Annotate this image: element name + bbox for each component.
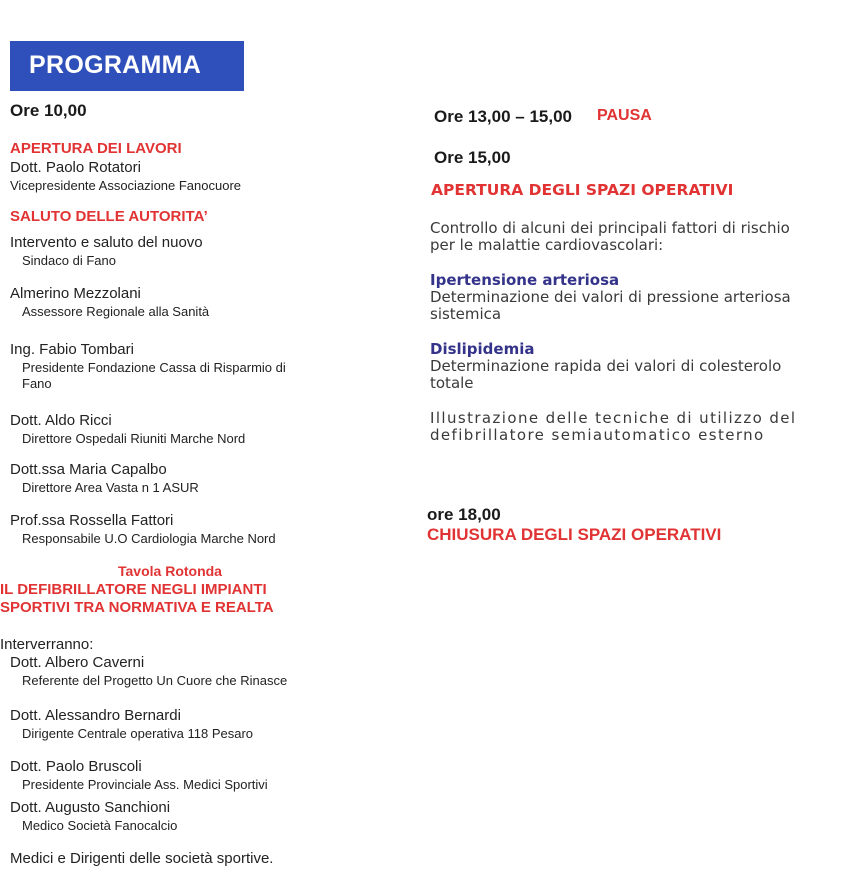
- programma-banner: [10, 41, 244, 91]
- page-title: PROGRAMMA: [29, 51, 202, 79]
- opening-heading: APERTURA DEI LAVORI: [10, 140, 182, 157]
- authority-role: Assessore Regionale alla Sanità: [22, 304, 210, 319]
- illustration-line-2: defibrillatore semiautomatico esterno: [430, 426, 765, 444]
- dyslipidemia-line-2: totale: [430, 374, 474, 392]
- opening-name: Dott. Paolo Rotatori: [10, 159, 141, 176]
- speaker-role: Presidente Provinciale Ass. Medici Sportivi: [22, 777, 268, 792]
- hypertension-line-1: Determinazione dei valori di pressione arteriosa: [430, 288, 791, 306]
- spaces-heading: APERTURA DEGLI SPAZI OPERATIVI: [431, 181, 734, 199]
- authority-name: Intervento e saluto del nuovo: [10, 234, 203, 251]
- illustration-line-1: Illustrazione delle tecniche di utilizzo del: [430, 409, 797, 427]
- authority-role: Sindaco di Fano: [22, 253, 116, 268]
- authority-name: Ing. Fabio Tombari: [10, 341, 134, 358]
- speakers-intro: Interverranno:: [0, 636, 94, 653]
- speakers-closing: Medici e Dirigenti delle società sportive.: [10, 850, 274, 867]
- intro-line-2: per le malattie cardiovascolari:: [430, 236, 664, 254]
- authority-role: Direttore Area Vasta n 1 ASUR: [22, 480, 199, 495]
- speaker-name: Dott. Augusto Sanchioni: [10, 799, 171, 816]
- dyslipidemia-title: Dislipidemia: [430, 340, 535, 358]
- round-table-title-line1: IL DEFIBRILLATORE NEGLI IMPIANTI: [0, 581, 267, 598]
- pause-time: Ore 13,00 – 15,00: [434, 107, 573, 126]
- speaker-role: Referente del Progetto Un Cuore che Rinasce: [22, 673, 288, 688]
- authority-role: Responsabile U.O Cardiologia Marche Nord: [22, 531, 276, 546]
- authority-role-continued: Fano: [22, 376, 52, 391]
- authority-name: Prof.ssa Rossella Fattori: [10, 512, 174, 529]
- speaker-name: Dott. Albero Caverni: [10, 654, 145, 671]
- authority-name: Dott.ssa Maria Capalbo: [10, 461, 167, 478]
- hypertension-line-2: sistemica: [430, 305, 502, 323]
- authority-role: Presidente Fondazione Cassa di Risparmio di: [22, 360, 286, 375]
- speaker-name: Dott. Alessandro Bernardi: [10, 707, 181, 724]
- pause-label: PAUSA: [597, 107, 652, 124]
- speaker-role: Dirigente Centrale operativa 118 Pesaro: [22, 726, 254, 741]
- intro-line-1: Controllo di alcuni dei principali fattori di rischio: [430, 219, 790, 237]
- hypertension-title: Ipertensione arteriosa: [430, 271, 620, 289]
- authority-role: Direttore Ospedali Riuniti Marche Nord: [22, 431, 246, 446]
- speaker-role: Medico Società Fanocalcio: [22, 818, 178, 833]
- round-table-label: Tavola Rotonda: [118, 563, 222, 579]
- time-10: Ore 10,00: [10, 101, 87, 120]
- round-table-title-line2: SPORTIVI TRA NORMATIVA E REALTA: [0, 599, 274, 616]
- opening-role: Vicepresidente Associazione Fanocuore: [10, 178, 242, 193]
- authority-name: Almerino Mezzolani: [10, 285, 141, 302]
- time-15: Ore 15,00: [434, 148, 511, 167]
- closing-heading: CHIUSURA DEGLI SPAZI OPERATIVI: [427, 525, 722, 544]
- time-18: ore 18,00: [427, 505, 501, 524]
- speaker-name: Dott. Paolo Bruscoli: [10, 758, 142, 775]
- greetings-heading: SALUTO DELLE AUTORITA’: [10, 208, 208, 225]
- authority-name: Dott. Aldo Ricci: [10, 412, 112, 429]
- dyslipidemia-line-1: Determinazione rapida dei valori di colesterolo: [430, 357, 782, 375]
